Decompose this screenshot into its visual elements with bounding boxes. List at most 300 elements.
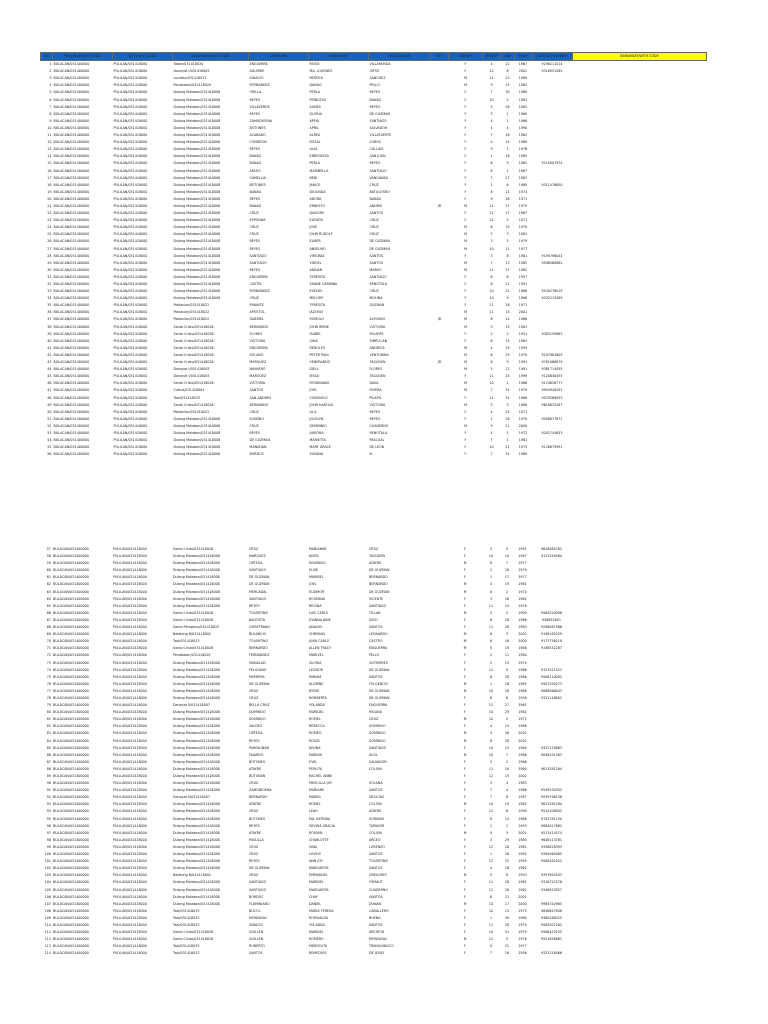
cell-month: 12 [488, 887, 494, 892]
cell-no: 69 [46, 632, 51, 637]
cell-firstname: JUAN CARLO [309, 639, 330, 644]
cell-no: 52 [47, 423, 52, 428]
cell-month: 3 [490, 324, 493, 329]
cell-barangay-with-code [573, 139, 707, 146]
cell-barangay: Dulong Malabon/031418008 [173, 788, 220, 793]
cell-ext [431, 437, 449, 444]
cell-city: PULILAN/031418000 [113, 111, 148, 116]
cell-day: 29 [505, 345, 510, 350]
cell-barangay: Poblacion/031418022 [173, 317, 210, 322]
table-row [40, 801, 706, 808]
cell-barangay: Dulong Malabon/031418008 [173, 596, 220, 601]
cell-barangay: Dulong Malabon/031418008 [173, 452, 221, 457]
cell-province: BULACAN/031400000 [53, 703, 89, 708]
cell-gender: M [463, 610, 467, 615]
cell-year: 1979 [518, 239, 528, 244]
cell-day: 26 [505, 104, 510, 109]
cell-city: PULILAN/031418000 [113, 445, 148, 450]
cell-barangay: Santo Cristo/031418026 [173, 360, 214, 365]
cell-barangay-with-code [572, 915, 706, 922]
cell-barangay: Dulong Malabon/031418008 [173, 774, 220, 778]
cell-month: 11 [488, 766, 494, 771]
cell-barangay-with-code [573, 302, 707, 309]
cell-city: PULILAN/031418000 [113, 922, 147, 927]
cell-year: 1959 [518, 345, 528, 350]
cell-day: 8 [506, 69, 509, 74]
cell-ext [430, 830, 448, 837]
cell-middlename: SANTIAGO [369, 745, 387, 750]
cell-gender: M [463, 639, 467, 644]
cell-day: 6 [506, 182, 509, 187]
cell-day: 27 [505, 267, 510, 272]
cell-day: 7 [505, 752, 509, 757]
cell-lastname: BANAG [249, 203, 262, 208]
cell-city: PULILAN/031418000 [113, 596, 147, 601]
cell-barangay-with-code [572, 674, 706, 681]
cell-barangay-with-code [573, 196, 707, 203]
cell-firstname: GINA [309, 338, 318, 343]
cell-firstname: ELISE [309, 568, 319, 573]
cell-day: 16 [504, 639, 510, 644]
cell-ext [431, 224, 449, 231]
cell-ext [431, 352, 449, 359]
cell-month: 4 [490, 118, 493, 123]
cell-month: 4 [489, 724, 493, 729]
cell-gender: M [464, 232, 467, 237]
cell-gender: F [464, 154, 467, 159]
cell-no: 56 [47, 452, 52, 457]
cell-barangay-with-code [572, 560, 706, 567]
cell-middlename: DE GUZMAN [369, 589, 390, 594]
cell-day: 11 [505, 189, 510, 194]
cell-no: 18 [47, 182, 52, 187]
cell-contact-number: 9084017882 [541, 823, 562, 828]
cell-year: 2001 [518, 738, 527, 743]
cell-firstname: ROMEL [309, 802, 321, 807]
cell-middlename: FLORES [369, 367, 383, 372]
cell-year: 1962 [518, 133, 528, 138]
cell-ext [431, 231, 449, 238]
cell-firstname: ANN JOY [309, 859, 323, 864]
cell-ext [430, 574, 448, 581]
cell-gender: M [464, 317, 467, 322]
cell-ext [430, 596, 448, 603]
cell-lastname: GUILLEN [249, 937, 264, 942]
cell-month: 7 [489, 788, 493, 793]
cell-lastname: CRUZ [249, 873, 259, 878]
cell-lastname: APOSTOL [249, 310, 265, 315]
cell-contact-number [532, 267, 573, 274]
cell-no: 17 [47, 175, 52, 180]
cell-middlename: REYES [369, 409, 381, 414]
table-row [40, 780, 706, 787]
cell-no: 63 [46, 589, 51, 594]
column-header-province: PROVINCE/WITH CODE [53, 53, 113, 61]
cell-no: 55 [47, 445, 52, 450]
cell-contact-number: 9618080762 [541, 547, 562, 551]
cell-contact-number [532, 423, 573, 430]
cell-city: PULILAN/031418000 [113, 880, 147, 885]
cell-barangay-with-code [572, 922, 706, 929]
cell-gender: F [464, 710, 466, 715]
cell-year: 1956 [518, 951, 527, 956]
cell-gender: F [464, 625, 466, 630]
cell-city: PULILAN/031418000 [113, 908, 147, 913]
cell-province: BULACAN/031400000 [53, 830, 89, 835]
cell-middlename: BANAG [369, 196, 382, 201]
cell-month: 7 [489, 795, 493, 800]
cell-contact-number [532, 89, 573, 96]
table-row [40, 730, 706, 737]
cell-year: 1976 [518, 603, 527, 608]
cell-middlename: CALLIAO [369, 147, 384, 152]
cell-month: 9 [490, 423, 493, 428]
cell-barangay: Dulong Malabon/031418008 [173, 125, 221, 130]
cell-barangay: Dulong Malabon/031418008 [173, 561, 220, 566]
cell-day: 1 [506, 111, 509, 116]
cell-gender: F [464, 189, 467, 194]
cell-barangay-with-code [572, 816, 706, 823]
table-row [41, 153, 707, 160]
cell-barangay-with-code [572, 709, 706, 716]
cell-firstname: ROGEL [309, 738, 321, 743]
cell-year: 1960 [518, 90, 528, 95]
cell-month: 12 [488, 844, 494, 849]
cell-year: 1966 [518, 395, 528, 400]
cell-ext [430, 681, 448, 688]
cell-month: 7 [490, 90, 493, 95]
cell-ext [431, 160, 449, 167]
cell-no: 97 [46, 830, 51, 835]
cell-barangay-with-code [573, 75, 707, 82]
cell-ext [430, 922, 448, 929]
table-row [41, 224, 707, 231]
cell-province: BULACAN/031400000 [53, 568, 89, 573]
cell-contact-number [531, 574, 572, 581]
records-table-page-1 [40, 52, 707, 458]
cell-no: 65 [46, 603, 51, 608]
cell-barangay-with-code [573, 444, 707, 451]
cell-no: 30 [47, 267, 52, 272]
cell-ext [431, 373, 449, 380]
cell-year: 1970 [518, 225, 528, 230]
cell-middlename: LOBOS [369, 140, 381, 145]
cell-day: 3 [506, 402, 509, 407]
cell-barangay: Taal/031418033 [173, 915, 200, 920]
cell-city: PULILAN/031418000 [113, 76, 148, 81]
cell-no: 27 [47, 246, 52, 251]
cell-ext [430, 603, 448, 610]
cell-year: 1960 [518, 111, 528, 116]
cell-city: PULILAN/031418000 [113, 381, 148, 386]
cell-barangay-with-code [573, 260, 707, 267]
cell-lastname: SANTIAGO [249, 253, 267, 258]
cell-firstname: VIRGINIA [309, 253, 325, 258]
cell-no: 68 [46, 625, 51, 630]
cell-no: 83 [46, 731, 51, 736]
cell-day: 5 [506, 218, 509, 223]
cell-no: 31 [47, 274, 52, 279]
cell-month: 10 [488, 554, 494, 559]
cell-gender: F [464, 837, 466, 842]
cell-city: PULILAN/031418000 [113, 894, 147, 899]
cell-barangay-with-code [573, 345, 707, 352]
cell-barangay: Danayat I/031418005 [173, 374, 210, 379]
cell-contact-number: 9124626777 [541, 381, 563, 386]
cell-city: PULILAN/031418000 [113, 246, 148, 251]
cell-year: 1979 [518, 930, 527, 935]
cell-barangay: Danayat I/031418005 [173, 69, 210, 74]
cell-lastname: BELLA CRUZ [249, 703, 270, 708]
cell-province: BULACAN/031400000 [53, 930, 89, 935]
cell-month: 9 [490, 147, 493, 152]
cell-city: PULILAN/031418000 [113, 203, 148, 208]
cell-year: 2000 [518, 423, 528, 428]
cell-month: 10 [488, 930, 494, 935]
cell-lastname: REYES [249, 111, 261, 116]
cell-contact-number: 9298211014 [541, 62, 563, 67]
cell-middlename: CUADERNO [369, 423, 389, 428]
cell-barangay-with-code [573, 409, 707, 416]
cell-barangay: Santo Cristo/031418026 [173, 381, 214, 386]
cell-lastname: MARQUEZ [249, 374, 267, 379]
column-header-month: MONTH [483, 53, 501, 61]
cell-day: 5 [505, 717, 509, 722]
cell-firstname: ROMERO [309, 937, 324, 942]
cell-barangay: Dulong Malabon/031418008 [173, 218, 221, 223]
cell-contact-number [532, 139, 573, 146]
cell-gender: M [464, 367, 467, 372]
cell-no: 2 [49, 69, 52, 74]
cell-barangay: Balatong B/031418002 [173, 632, 212, 637]
cell-gender: M [464, 83, 467, 88]
cell-barangay: Dulong Malabon/031418008 [173, 203, 221, 208]
cell-month: 1 [490, 154, 493, 159]
cell-barangay: Tabon/031418034 [173, 62, 204, 67]
cell-day: 2 [506, 97, 509, 102]
cell-month: 5 [489, 873, 493, 878]
cell-lastname: ORILLA [249, 90, 262, 95]
cell-year: 1993 [518, 823, 527, 828]
cell-lastname: CRUZ [249, 844, 259, 849]
cell-barangay: Dulong Malabon/031418008 [173, 866, 220, 871]
cell-province: BULACAN/031400000 [53, 211, 90, 216]
cell-lastname: BOTONES [249, 816, 266, 821]
cell-month: 11 [488, 603, 494, 608]
cell-contact-number [531, 560, 572, 567]
cell-month: 6 [489, 617, 493, 622]
cell-no: 112 [44, 937, 51, 942]
cell-lastname: CRUZ [249, 225, 259, 230]
cell-contact-number: 9098191363 [541, 752, 562, 757]
cell-lastname: ORTEGA [249, 731, 263, 736]
cell-year: 1962 [518, 161, 528, 166]
cell-gender: F [464, 667, 466, 672]
cell-middlename: VANGANZA [369, 175, 389, 180]
cell-barangay: Dulong Malabon/031418008 [173, 844, 220, 849]
cell-firstname: MARIANNE [309, 547, 327, 551]
cell-no: 51 [47, 416, 52, 421]
cell-province: BULACAN/031400000 [53, 710, 89, 715]
cell-no: 101 [44, 859, 51, 864]
cell-no: 20 [47, 196, 52, 201]
table-row [41, 324, 707, 331]
cell-barangay: Dulong Malabon/031418008 [173, 660, 220, 665]
cell-no: 98 [46, 837, 51, 842]
cell-month: 8 [489, 944, 493, 949]
cell-province: BULACAN/031400000 [53, 738, 89, 743]
cell-no: 105 [44, 887, 51, 892]
cell-ext [431, 295, 449, 302]
cell-gender: F [464, 660, 466, 665]
cell-year: 1986 [518, 402, 528, 407]
cell-no: 36 [47, 310, 52, 315]
cell-contact-number [531, 702, 572, 709]
cell-lastname: BOTONES [249, 182, 266, 187]
cell-month: 4 [490, 140, 493, 145]
cell-year: 1986 [518, 617, 527, 622]
cell-firstname: APRIL [309, 125, 319, 130]
table-row [41, 423, 707, 430]
cell-no: 92 [46, 795, 51, 800]
table-row [41, 231, 707, 238]
cell-barangay-with-code [573, 153, 707, 160]
cell-city: PULILAN/031418000 [113, 147, 148, 152]
cell-month: 10 [488, 710, 494, 715]
cell-month: 8 [489, 738, 493, 743]
cell-gender: F [464, 140, 467, 145]
cell-middlename: SALVADOR [369, 125, 388, 130]
cell-barangay: Dulong Malabon/031418008 [173, 416, 221, 421]
cell-gender: M [463, 937, 467, 942]
cell-province: BULACAN/031400000 [53, 253, 90, 258]
cell-barangay-with-code [573, 231, 707, 238]
cell-lastname: MARQUEZ [249, 554, 266, 559]
cell-firstname: YOLANDA [309, 922, 325, 927]
cell-month: 12 [489, 203, 494, 208]
cell-lastname: CONDRON [249, 140, 267, 145]
cell-lastname: VICTORIA [249, 381, 266, 386]
cell-barangay-with-code [572, 787, 706, 794]
table-row [40, 823, 706, 830]
cell-lastname: ZAMUDIOENA [249, 788, 272, 793]
cell-firstname: MARIVEL [309, 653, 324, 658]
cell-barangay: Dulong Malabon/031418008 [173, 133, 221, 138]
cell-lastname: BAUTISTA [249, 617, 266, 622]
cell-barangay: Dulong Malabon/031418008 [173, 759, 220, 764]
cell-no: 113 [44, 944, 51, 949]
cell-year: 1977 [518, 575, 527, 580]
cell-barangay-with-code [572, 716, 706, 723]
cell-lastname: BANAG [249, 161, 262, 166]
cell-barangay: Dulong Malabon/031418008 [173, 430, 221, 435]
cell-barangay: Dulong Malabon/031418008 [173, 688, 220, 693]
cell-barangay-with-code [572, 844, 706, 851]
cell-gender: F [464, 395, 467, 400]
cell-province: BULACAN/031400000 [53, 69, 90, 74]
cell-barangay-with-code [573, 68, 707, 75]
table-row [40, 567, 706, 574]
table-row [40, 745, 706, 752]
cell-province: BULACAN/031400000 [53, 766, 89, 771]
cell-province: BULACAN/031400000 [53, 788, 89, 793]
cell-no: 60 [46, 568, 51, 573]
cell-ext [430, 851, 448, 858]
cell-month: 12 [488, 667, 494, 672]
cell-barangay: Dulong Malabon/031418008 [173, 97, 221, 102]
cell-gender: F [464, 922, 466, 927]
cell-year: 1985 [518, 681, 527, 686]
cell-firstname: LEAH [309, 809, 318, 814]
cell-no: 28 [47, 253, 52, 258]
cell-gender: F [464, 781, 466, 786]
cell-month: 8 [490, 274, 493, 279]
cell-city: PULILAN/031418000 [113, 653, 147, 658]
table-row [41, 104, 707, 111]
cell-province: BULACAN/031400000 [53, 360, 90, 365]
cell-lastname: CRUZ [249, 547, 259, 551]
cell-barangay: Penabatan/031418020 [173, 653, 211, 658]
cell-province: BULACAN/031400000 [53, 331, 90, 336]
cell-ext [431, 175, 449, 182]
cell-no: 39 [47, 331, 52, 336]
cell-no: 35 [47, 303, 52, 308]
cell-year: 1989 [518, 76, 528, 81]
cell-firstname: JOEL [309, 388, 317, 393]
cell-contact-number: 9564520098 [541, 610, 562, 615]
cell-barangay-with-code [572, 589, 706, 596]
cell-no: 5 [49, 90, 52, 95]
cell-ext [430, 745, 448, 752]
cell-middlename: COLION [369, 830, 382, 835]
table-row [41, 203, 707, 210]
cell-no: 104 [44, 880, 51, 885]
cell-no: 100 [44, 852, 51, 857]
cell-barangay-with-code [573, 146, 707, 153]
cell-city: PULILAN/031418000 [113, 395, 148, 400]
cell-year: 1977 [518, 246, 528, 251]
cell-day: 26 [504, 866, 510, 871]
cell-city: PULILAN/031418000 [113, 267, 148, 272]
cell-province: BULACAN/031400000 [53, 182, 90, 187]
cell-firstname: PRISCILLA JOY [309, 781, 333, 786]
cell-day: 28 [504, 674, 510, 679]
cell-barangay: Dulong Malabon/031418008 [173, 253, 221, 258]
table-row [41, 267, 707, 274]
table-row [40, 716, 706, 723]
cell-province: BULACAN/031400000 [53, 324, 90, 329]
cell-city: PULILAN/031418000 [113, 104, 148, 109]
cell-barangay-with-code [573, 217, 707, 224]
table-row [40, 830, 706, 837]
cell-province: BULACAN/031400000 [53, 345, 90, 350]
cell-ext [430, 610, 448, 617]
cell-ext [431, 89, 449, 96]
cell-gender: F [464, 745, 466, 750]
cell-city: PULILAN/031418000 [113, 703, 147, 708]
cell-lastname: MANALAD [249, 660, 266, 665]
cell-no: 62 [46, 582, 51, 587]
table-row [41, 430, 707, 437]
cell-barangay-with-code [573, 210, 707, 217]
cell-barangay: Dulong Malabon/031418008 [173, 724, 220, 729]
cell-year: 1991 [518, 282, 528, 286]
table-row [41, 345, 707, 352]
cell-gender: F [464, 866, 466, 871]
cell-no: 74 [46, 667, 51, 672]
cell-year: 2001 [518, 894, 527, 899]
cell-province: BULACAN/031400000 [53, 260, 90, 265]
